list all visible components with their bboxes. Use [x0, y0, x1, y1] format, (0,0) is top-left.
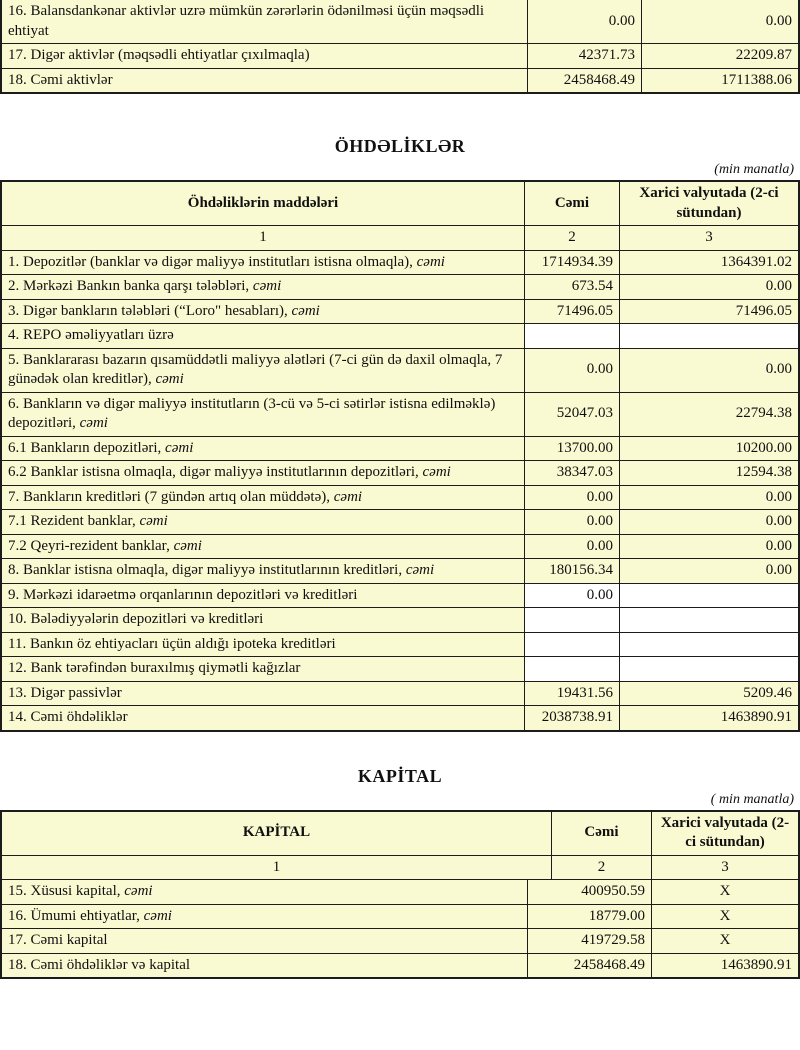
row-label-italic: cəmi	[124, 883, 153, 899]
row-label-italic: cəmi	[416, 253, 445, 270]
total-value: 419729.58	[528, 929, 652, 953]
total-value	[525, 608, 620, 632]
row-label: 6.2 Banklar istisna olmaqla, digər maliyyə institutlarının depozitləri,	[8, 464, 423, 480]
row-label: 18. Cəmi aktivlər	[8, 71, 113, 88]
row-label: 9. Mərkəzi idarəetmə orqanlarının depozitləri və kreditləri	[8, 586, 358, 603]
table-row	[2, 460, 798, 485]
row-label: 10. Bələdiyyələrin depozitləri və kreditləri	[8, 611, 264, 627]
foreign-currency-value	[620, 633, 798, 657]
table-row	[2, 68, 798, 93]
foreign-currency-value: 71496.05	[620, 300, 798, 324]
header-items-col: Öhdəliklərin maddələri	[2, 182, 525, 225]
foreign-currency-value: 22209.87	[642, 44, 798, 68]
total-value: 0.00	[525, 486, 620, 510]
col-number: 3	[620, 226, 798, 250]
row-label-italic: cəmi	[79, 415, 108, 431]
row-label: 1. Depozitlər (banklar və digər maliyyə institutları istisna olmaqla),	[8, 253, 417, 270]
total-value: 1714934.39	[525, 251, 620, 275]
liabilities-table	[0, 180, 800, 732]
total-value: 42371.73	[528, 44, 642, 68]
row-label-italic: cəmi	[173, 537, 202, 554]
table-row	[2, 274, 798, 299]
row-label: 14. Cəmi öhdəliklər	[8, 709, 128, 725]
total-value: 0.00	[525, 510, 620, 534]
capital-table	[0, 810, 800, 980]
row-label: 5. Banklararası bazarın qısamüddətli maliyyə alətləri (7-ci gün də daxil olmaqla, 7 günədək olan kreditlər),	[8, 351, 503, 387]
col-number: 1	[2, 856, 552, 880]
column-numbering-row	[2, 225, 798, 250]
row-label: 7.2 Qeyri-rezident banklar,	[8, 537, 174, 554]
row-label: 17. Digər aktivlər (məqsədli ehtiyatlar çıxılmaqla)	[8, 47, 310, 63]
total-value: 2458468.49	[528, 954, 652, 978]
row-label-italic: cəmi	[252, 278, 282, 294]
foreign-currency-value: 5209.46	[620, 682, 798, 706]
foreign-currency-value: 0.00	[620, 275, 798, 299]
row-label-italic: cəmi	[405, 562, 435, 578]
table-row	[2, 904, 798, 929]
row-label: 2. Mərkəzi Bankın banka qarşı tələbləri,	[8, 278, 253, 294]
foreign-currency-value: X	[652, 929, 798, 953]
row-label: 7. Bankların kreditləri (7 gündən artıq olan müddətə),	[8, 488, 334, 505]
foreign-currency-value: 1463890.91	[620, 706, 798, 730]
liabilities-section-title: ÖHDƏLİKLƏR	[334, 136, 466, 156]
table-row	[2, 705, 798, 730]
table-row	[2, 43, 798, 68]
total-value: 38347.03	[525, 461, 620, 485]
foreign-currency-value: 0.00	[620, 510, 798, 534]
foreign-currency-value: 1463890.91	[652, 954, 798, 978]
row-label-italic: cəmi	[165, 439, 194, 456]
total-value: 400950.59	[528, 880, 652, 904]
table-row	[2, 953, 798, 978]
row-label: 16. Ümumi ehtiyatlar,	[8, 907, 144, 924]
total-value: 13700.00	[525, 437, 620, 461]
total-value: 0.00	[525, 584, 620, 608]
header-total-col: Cəmi	[525, 182, 620, 225]
total-value: 2458468.49	[528, 69, 642, 93]
table-row	[2, 299, 798, 324]
foreign-currency-value: X	[652, 880, 798, 904]
row-label: 3. Digər bankların tələbləri (“Loro" hesabları),	[8, 302, 292, 319]
row-label: 11. Bankın öz ehtiyacları üçün aldığı ipoteka kreditləri	[8, 635, 336, 652]
row-label-italic: cəmi	[143, 907, 172, 924]
table-row	[2, 392, 798, 436]
row-label: 13. Digər passivlər	[8, 684, 122, 701]
unit-note: ( min manatla)	[710, 791, 794, 807]
header-foreign-col: Xarici valyutada (2-ci sütundan)	[652, 812, 798, 855]
row-label: 17. Cəmi kapital	[8, 932, 108, 948]
table-row	[2, 656, 798, 681]
foreign-currency-value: 12594.38	[620, 461, 798, 485]
table-row	[2, 607, 798, 632]
foreign-currency-value	[620, 608, 798, 632]
table-row	[2, 928, 798, 953]
table-header-row	[2, 812, 798, 855]
row-label-italic: cəmi	[422, 464, 451, 480]
unit-note: (min manatla)	[714, 162, 794, 177]
total-value: 180156.34	[525, 559, 620, 583]
row-label: 12. Bank tərəfindən buraxılmış qiymətli kağızlar	[8, 660, 301, 676]
col-number: 2	[525, 226, 620, 250]
table-header-row	[2, 182, 798, 225]
header-total-col: Cəmi	[552, 812, 652, 855]
table-row	[2, 534, 798, 559]
table-row	[2, 509, 798, 534]
assets-table-bottom	[0, 0, 800, 94]
total-value: 0.00	[525, 535, 620, 559]
table-row	[2, 485, 798, 510]
table-row	[2, 436, 798, 461]
foreign-currency-value: 10200.00	[620, 437, 798, 461]
row-label: 15. Xüsusi kapital,	[8, 883, 125, 899]
foreign-currency-value	[620, 584, 798, 608]
row-label-italic: cəmi	[155, 371, 184, 387]
row-label: 18. Cəmi öhdəliklər və kapital	[8, 956, 191, 973]
foreign-currency-value: 1364391.02	[620, 251, 798, 275]
table-row	[2, 583, 798, 608]
total-value: 0.00	[528, 0, 642, 43]
table-row	[2, 348, 798, 392]
foreign-currency-value: 0.00	[642, 0, 798, 43]
total-value: 71496.05	[525, 300, 620, 324]
total-value: 52047.03	[525, 393, 620, 436]
row-label: 4. REPO əməliyyatları üzrə	[8, 327, 174, 343]
row-label: 16. Balansdankənar aktivlər uzrə mümkün zərərlərin ödənilməsi üçün məqsədli ehtiyat	[8, 3, 485, 39]
row-label-italic: cəmi	[333, 488, 363, 505]
row-label: 6.1 Bankların depozitləri,	[8, 439, 166, 456]
table-row	[2, 558, 798, 583]
foreign-currency-value: 0.00	[620, 486, 798, 510]
foreign-currency-value	[620, 324, 798, 348]
foreign-currency-value	[620, 657, 798, 681]
foreign-currency-value: 0.00	[620, 559, 798, 583]
col-number: 3	[652, 856, 798, 880]
foreign-currency-value: 0.00	[620, 535, 798, 559]
table-row	[2, 323, 798, 348]
capital-section-title: KAPİTAL	[357, 765, 443, 786]
col-number: 2	[552, 856, 652, 880]
table-row	[2, 250, 798, 275]
table-row	[2, 0, 798, 43]
total-value	[525, 633, 620, 657]
total-value: 673.54	[525, 275, 620, 299]
total-value: 19431.56	[525, 682, 620, 706]
foreign-currency-value: 0.00	[620, 349, 798, 392]
row-label: 7.1 Rezident banklar,	[8, 513, 140, 529]
total-value	[525, 657, 620, 681]
table-row	[2, 632, 798, 657]
column-numbering-row	[2, 855, 798, 880]
table-row	[2, 879, 798, 904]
total-value: 18779.00	[528, 905, 652, 929]
header-items-col: KAPİTAL	[2, 812, 552, 855]
row-label: 8. Banklar istisna olmaqla, digər maliyyə institutlarının kreditləri,	[8, 562, 406, 578]
col-number: 1	[2, 226, 525, 250]
foreign-currency-value: 22794.38	[620, 393, 798, 436]
row-label-italic: cəmi	[291, 302, 320, 319]
row-label-italic: cəmi	[139, 513, 168, 529]
total-value	[525, 324, 620, 348]
total-value: 0.00	[525, 349, 620, 392]
total-value: 2038738.91	[525, 706, 620, 730]
foreign-currency-value: X	[652, 905, 798, 929]
header-foreign-col: Xarici valyutada (2-ci sütundan)	[620, 182, 798, 225]
foreign-currency-value: 1711388.06	[642, 69, 798, 93]
table-row	[2, 681, 798, 706]
row-label: 6. Bankların və digər maliyyə institutların (3-cü və 5-ci sətirlər istisna edilməklə) depozitləri,	[8, 395, 496, 431]
